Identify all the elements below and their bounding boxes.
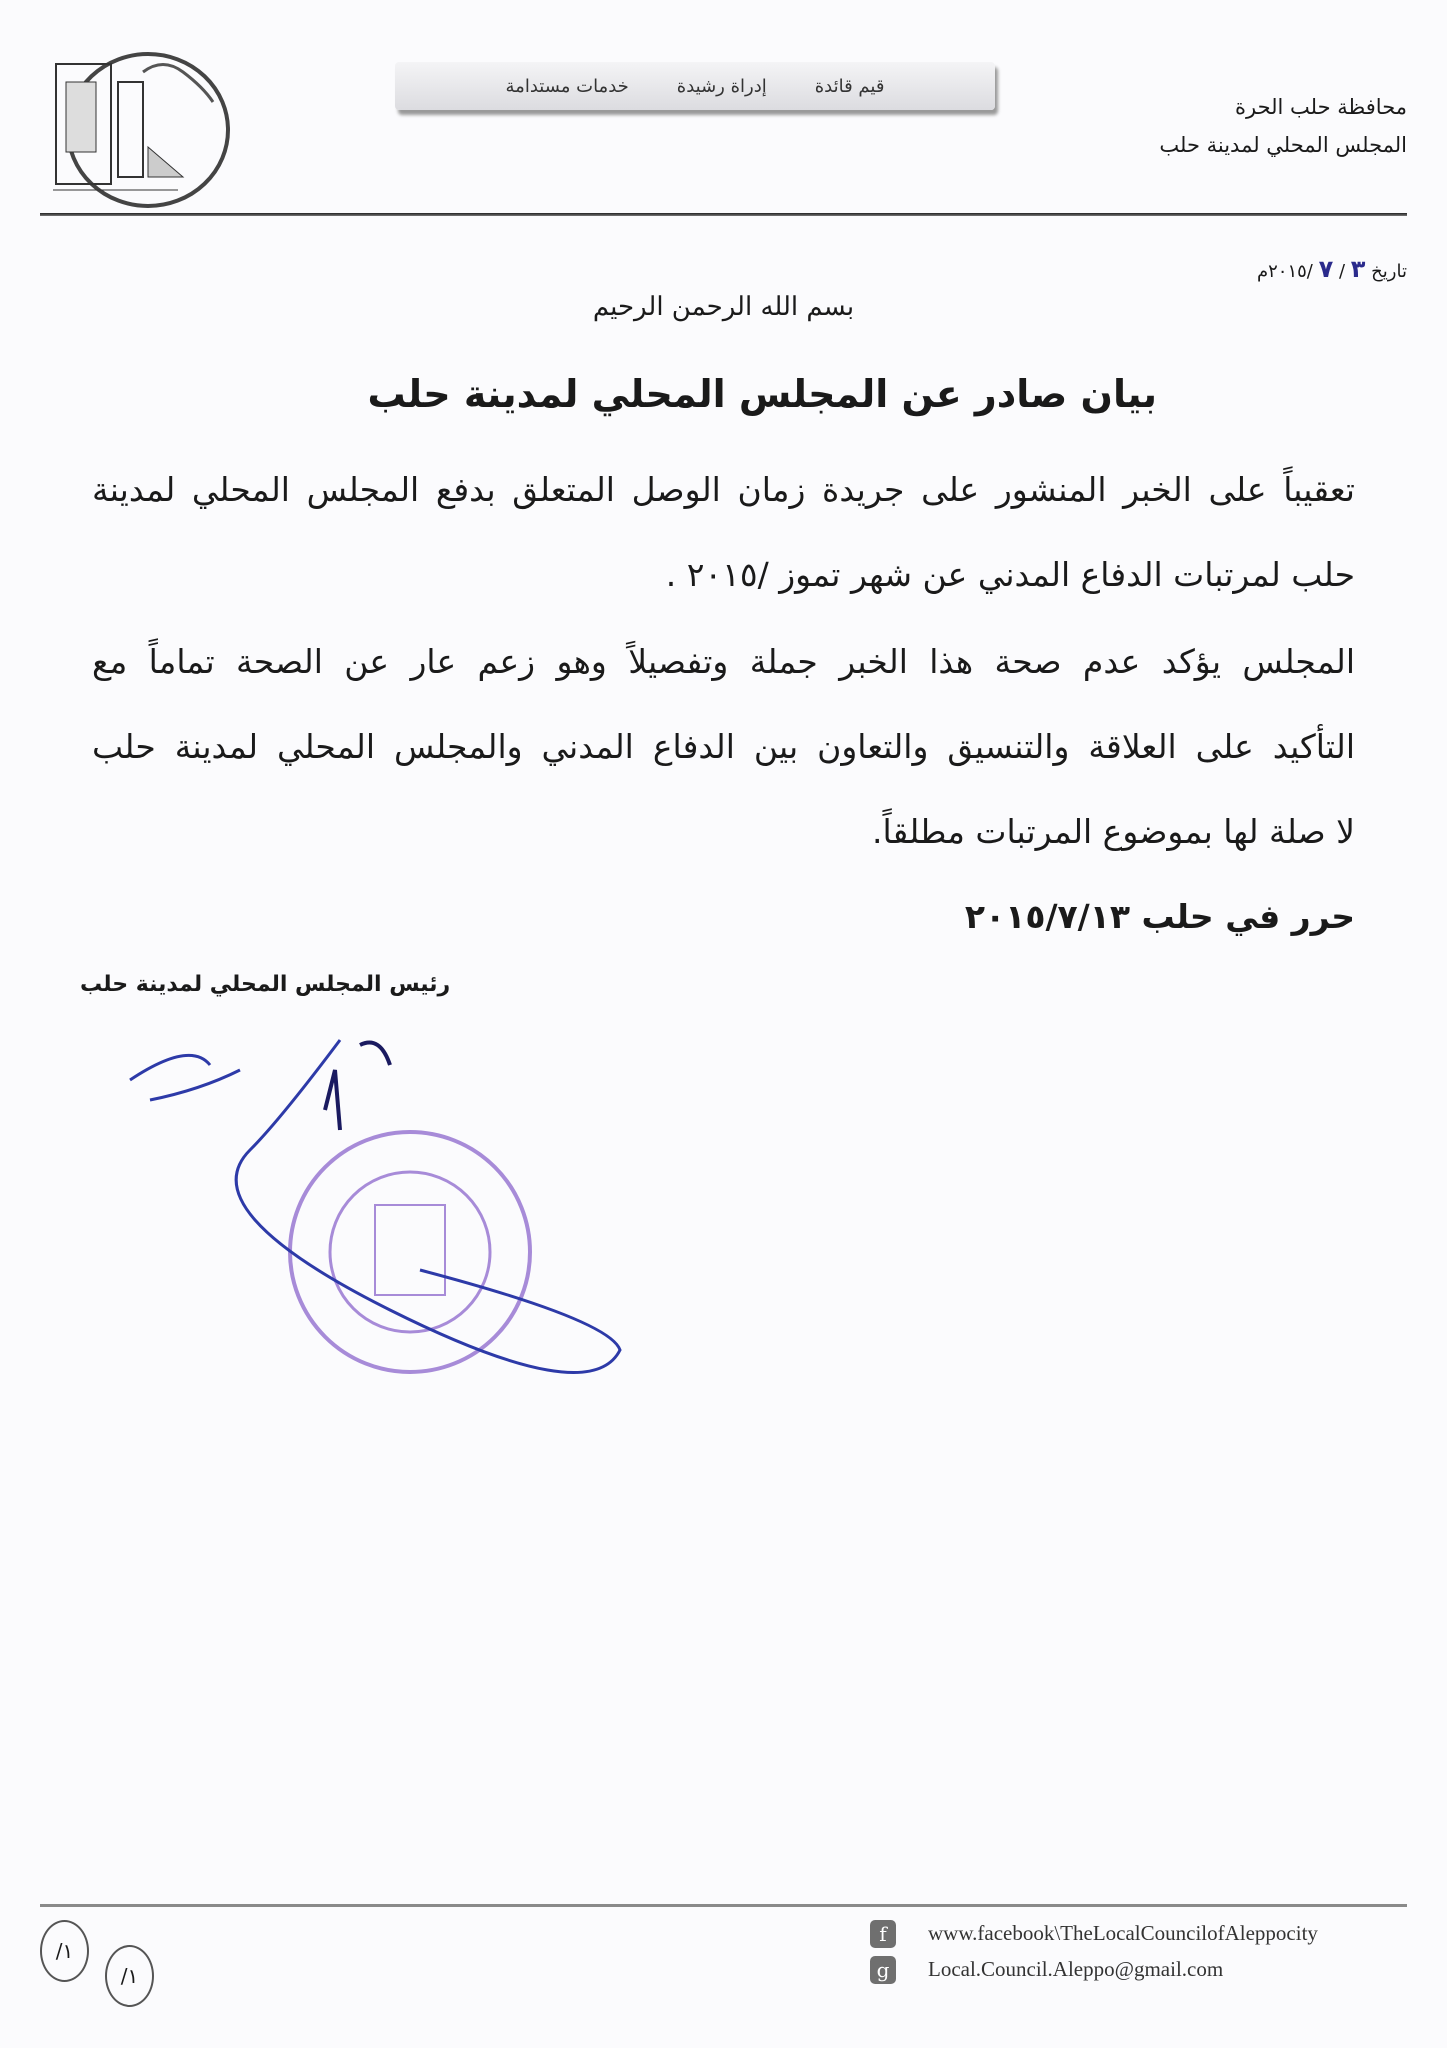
basmala: بسم الله الرحمن الرحيم [592,292,855,322]
header-divider [40,213,1407,216]
signatory-title: رئيس المجلس المحلي لمدينة حلب [80,972,451,997]
page-number: ١/ [105,1945,154,2007]
body-line: حلب لمرتبات الدفاع المدني عن شهر تموز /٢٠١٥ . [665,555,1355,594]
tagline: خدمات مستدامة [505,75,629,97]
facebook-icon: f [870,1920,896,1948]
issued-in: حرر في حلب ٢٠١٥/٧/١٣ [964,897,1355,936]
tagline: قيم قائدة [814,75,885,97]
body-line: تعقيباً على الخبر المنشور على جريدة زمان الوصل المتعلق بدفع المجلس المحلي لمدينة [92,470,1355,509]
body-line: المجلس يؤكد عدم صحة هذا الخبر جملة وتفصيلاً وهو زعم عار عن الصحة تماماً مع [92,642,1355,681]
date-day: ٣ [1350,255,1366,283]
email-link[interactable]: Local.Council.Aleppo@gmail.com [928,1957,1224,1981]
tagline: إدراة رشيدة [676,75,767,97]
signature-and-stamp [120,1030,660,1410]
organization-header [1159,88,1407,164]
body-line: التأكيد على العلاقة والتنسيق والتعاون بين الدفاع المدني والمجلس المحلي لمدينة حلب [92,727,1355,766]
google-icon: g [870,1956,896,1984]
council-logo [48,52,233,212]
tagline-bar [395,62,995,110]
body-line: لا صلة لها بموضوع المرتبات مطلقاً. [872,812,1355,851]
council-name: المجلس المحلي لمدينة حلب [1159,133,1407,157]
footer-divider [40,1904,1407,1907]
date-month: ٧ [1318,255,1334,283]
governorate-name: محافظة حلب الحرة [1234,95,1407,119]
date-label: تاريخ [1371,261,1407,282]
page-number: ١/ [40,1920,89,1982]
document-date: تاريخ ٣ / ٧ /٢٠١٥م [1256,255,1407,283]
facebook-link[interactable]: www.facebook\TheLocalCouncilofAleppocity [928,1921,1318,1945]
date-year: /٢٠١٥م [1256,261,1313,282]
statement-title: بيان صادر عن المجلس المحلي لمدينة حلب [367,372,1157,416]
